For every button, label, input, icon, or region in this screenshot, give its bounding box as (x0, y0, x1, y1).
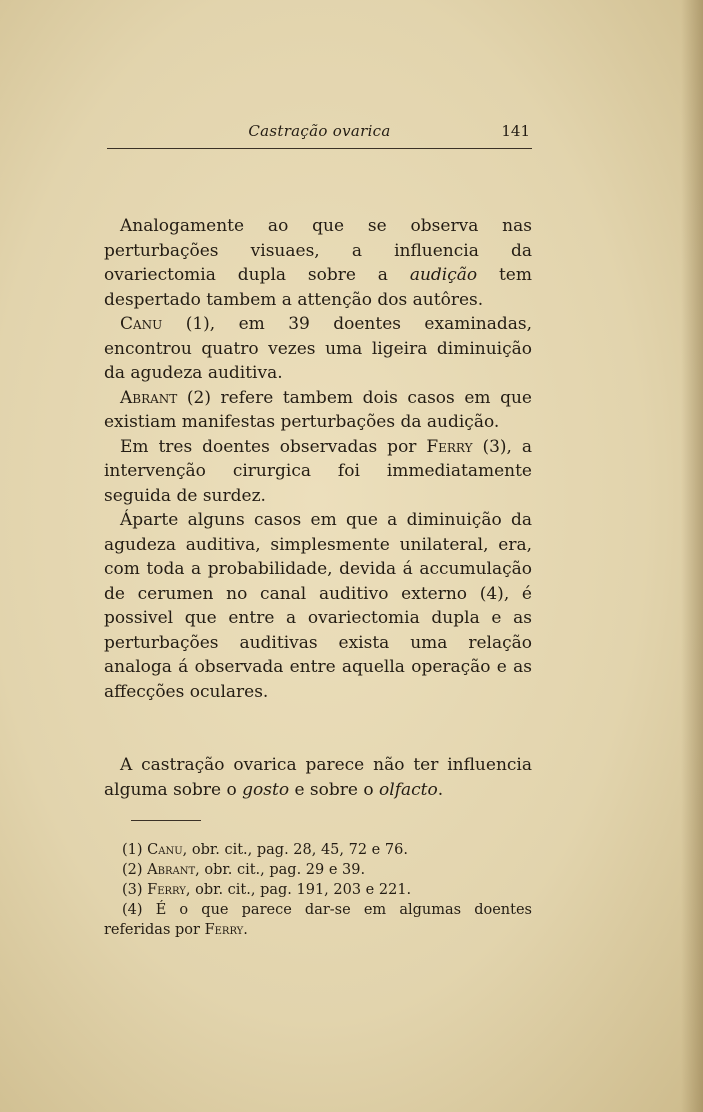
paragraph-2 (104, 312, 532, 386)
paragraph-1 (104, 214, 532, 312)
main-text (104, 214, 532, 704)
paragraph-6-emphasis-1: gosto (242, 779, 290, 800)
page-edge-shadow (681, 0, 703, 1112)
paragraph-4-text-b: (3), a intervenção cirurgica foi immediatamente seguida de surdez. (104, 436, 532, 506)
paragraph-3-text: (2) refere tambem dois casos em que existiam manifestas perturbações da audição. (104, 387, 532, 432)
paragraph-1-text-a: Analogamente ao que se observa nas perturbações visuaes, a influencia da ovariectomia dupla sobre a (104, 216, 532, 285)
footnote-separator (131, 820, 201, 821)
paragraph-6-text-c: . (437, 779, 444, 800)
footnote-3 (104, 880, 532, 900)
footnote-1 (104, 840, 532, 860)
paragraph-1-emphasis: audição (409, 265, 478, 285)
page-header (107, 120, 532, 149)
paragraph-3 (104, 386, 532, 435)
running-title: Castração ovarica (248, 122, 391, 140)
footnote-text: É o que parece dar-se em algumas doentes referidas por (104, 902, 532, 938)
author-name: Ferry (147, 882, 186, 898)
author-name: Canu (147, 842, 183, 858)
footnote-4 (104, 900, 532, 940)
author-name: Abrant (147, 862, 196, 878)
author-name: Canu (120, 314, 163, 334)
footnotes (104, 840, 532, 940)
footnote-text: , obr. cit., pag. 28, 45, 72 e 76. (182, 842, 408, 858)
author-name: Ferry (204, 922, 244, 938)
paragraph-5: Áparte alguns casos em que a diminuição da agudeza auditiva, simplesmente unilateral, era, com toda a probabilidade, devida á accumulação de cerumen no canal auditivo externo (4), é possivel que entre a ovariectomia dupla e as perturbações auditivas exista uma relação analoga á observada entre aquella operação e as affecções oculares. (104, 510, 532, 702)
paragraph-1-text-b: tem despertado tambem a attenção dos autôres. (104, 265, 532, 310)
paragraph-6-text-b: e sobre o (289, 779, 380, 800)
paragraph-4-text-a: Em tres doentes observadas por (120, 436, 427, 457)
paragraph-6-emphasis-2: olfacto (379, 779, 438, 800)
footnote-marker: (1) (122, 842, 148, 858)
paragraph-4 (104, 435, 532, 509)
page-number: 141 (501, 122, 530, 140)
closing-paragraph (104, 753, 532, 802)
paragraph-6-text-a: A castração ovarica parece não ter influencia alguma sobre o (104, 755, 532, 800)
footnote-marker: (4) (122, 902, 156, 918)
footnote-2 (104, 860, 532, 880)
footnote-text: , obr. cit., pag. 29 e 39. (195, 862, 366, 878)
paragraph-2-text: (1), em 39 doentes examinadas, encontrou quatro vezes uma ligeira diminuição da agudeza auditiva. (104, 314, 532, 383)
footnote-marker: (2) (122, 862, 148, 878)
footnote-text: , obr. cit., pag. 191, 203 e 221. (185, 882, 412, 898)
paragraph-6 (104, 753, 532, 802)
author-name: Ferry (426, 436, 473, 457)
author-name: Abrant (120, 387, 178, 408)
footnote-end: . (243, 922, 248, 938)
footnote-marker: (3) (122, 882, 148, 898)
